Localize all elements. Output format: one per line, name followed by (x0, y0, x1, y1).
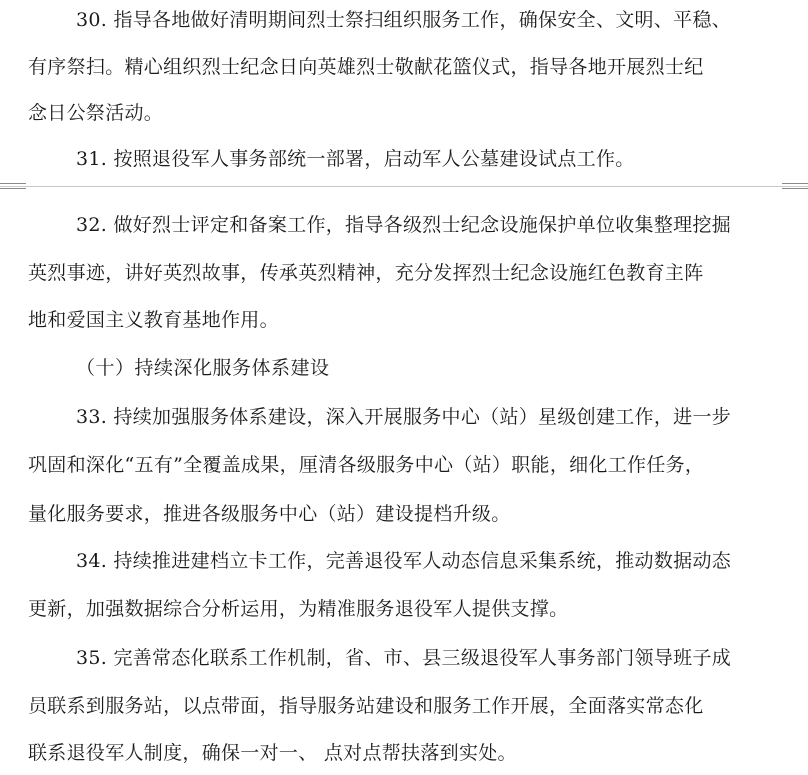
section-heading: （十）持续深化服务体系建设 (76, 357, 330, 379)
paragraph-33-line-1: 33. 持续加强服务体系建设，深入开展服务中心（站）星级创建工作，进一步 (76, 406, 732, 428)
paragraph-35-line-3: 联系退役军人制度，确保一对一、 点对点帮扶落到实处。 (28, 742, 517, 764)
paragraph-32-line-2: 英烈事迹，讲好英烈故事，传承英烈精神，充分发挥烈士纪念设施红色教育主阵 (28, 262, 704, 284)
page-break-marker-right (782, 181, 808, 191)
paragraph-30-line-1: 30. 指导各地做好清明期间烈士祭扫组织服务工作，确保安全、文明、平稳、 (76, 9, 732, 31)
page-break-marker-left (0, 181, 26, 191)
paragraph-34-line-2: 更新，加强数据综合分析运用，为精准服务退役军人提供支撑。 (28, 598, 569, 620)
paragraph-33-line-2: 巩固和深化“五有”全覆盖成果，厘清各级服务中心（站）职能，细化工作任务， (28, 454, 705, 476)
paragraph-31-line-1: 31. 按照退役军人事务部统一部署，启动军人公墓建设试点工作。 (76, 148, 635, 170)
paragraph-30-line-3: 念日公祭活动。 (28, 102, 164, 124)
paragraph-32-line-3: 地和爱国主义教育基地作用。 (28, 309, 279, 331)
paragraph-34-line-1: 34. 持续推进建档立卡工作，完善退役军人动态信息采集系统，推动数据动态 (76, 550, 732, 572)
paragraph-35-line-2: 员联系到服务站，以点带面，指导服务站建设和服务工作开展，全面落实常态化 (28, 695, 704, 717)
paragraph-30-line-2: 有序祭扫。精心组织烈士纪念日向英雄烈士敬献花篮仪式，指导各地开展烈士纪 (28, 56, 704, 78)
paragraph-35-line-1: 35. 完善常态化联系工作机制，省、市、县三级退役军人事务部门领导班子成 (76, 647, 732, 669)
page-break-separator (0, 186, 808, 187)
paragraph-32-line-1: 32. 做好烈士评定和备案工作，指导各级烈士纪念设施保护单位收集整理挖掘 (76, 214, 732, 236)
paragraph-33-line-3: 量化服务要求，推进各级服务中心（站）建设提档升级。 (28, 503, 511, 525)
